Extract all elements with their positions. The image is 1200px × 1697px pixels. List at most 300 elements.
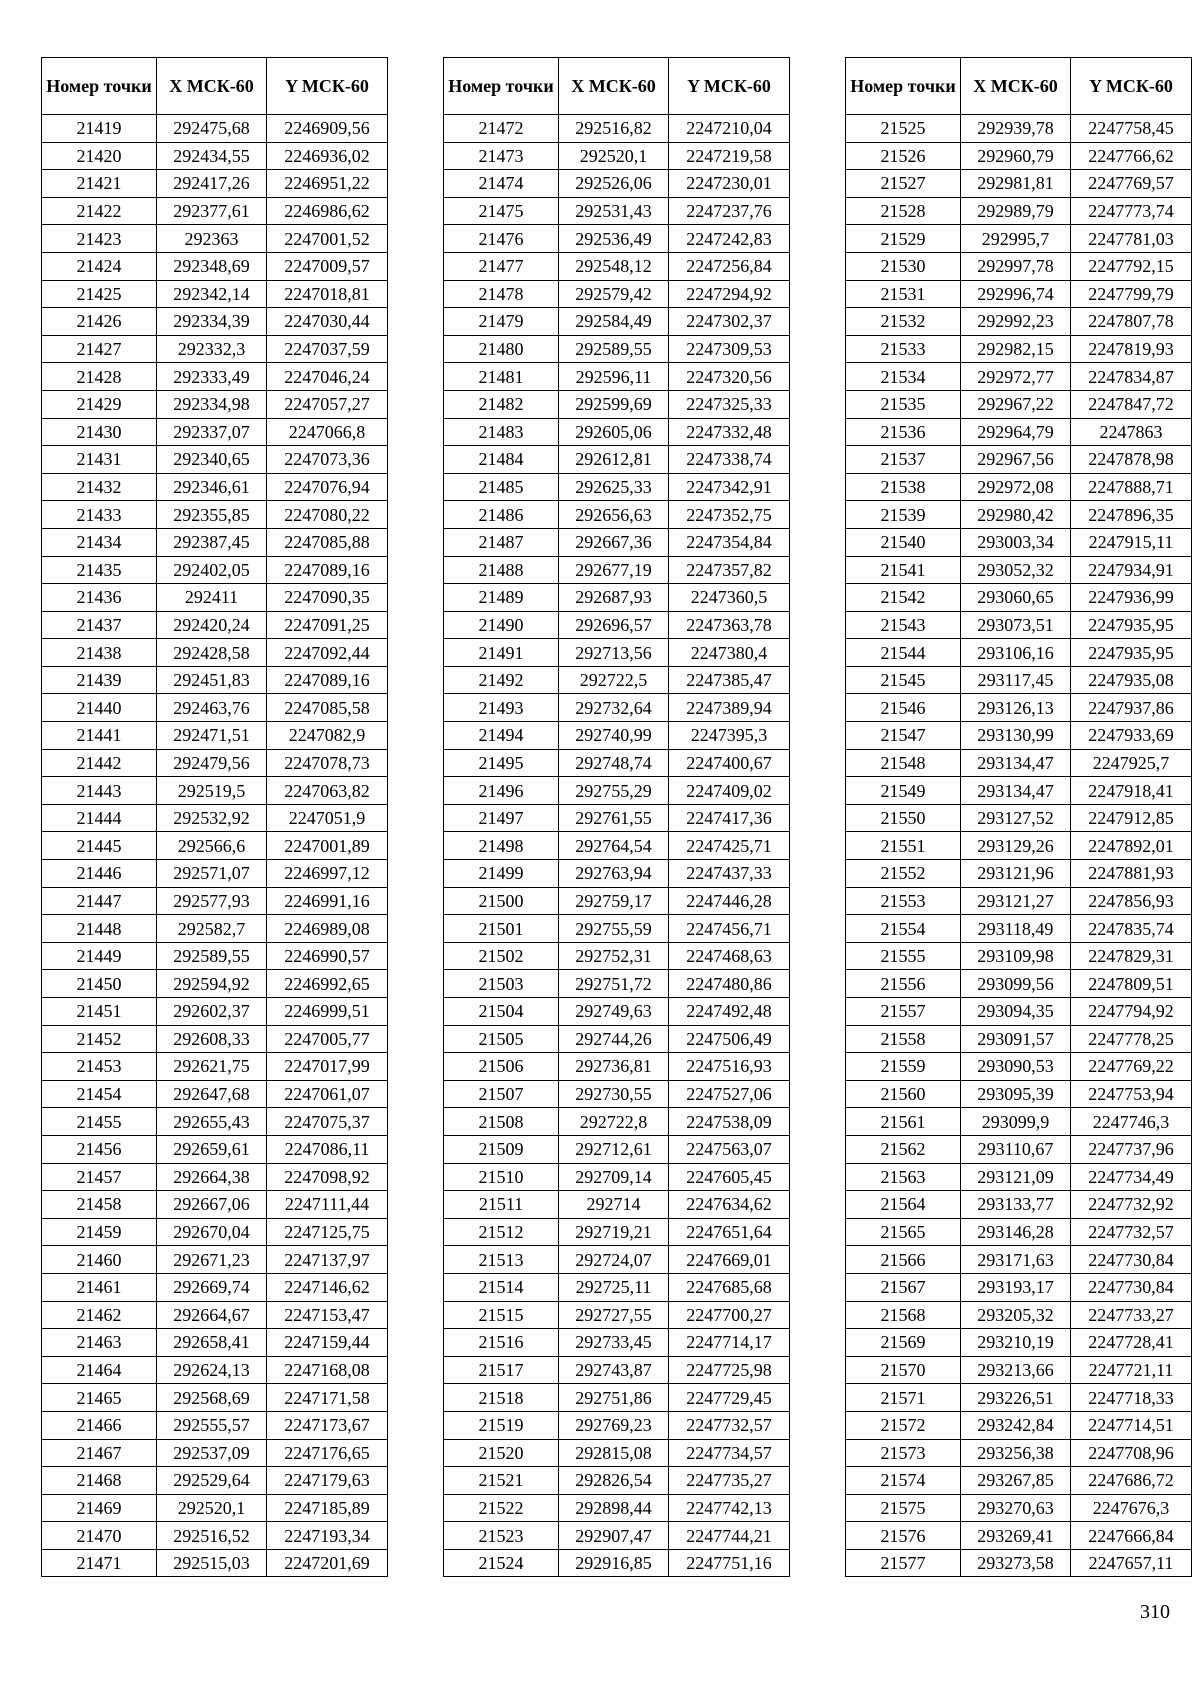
y-coordinate-cell: 2247001,52 <box>267 225 388 253</box>
y-coordinate-cell: 2247210,04 <box>669 115 790 143</box>
y-coordinate-cell: 2247219,58 <box>669 142 790 170</box>
point-number-cell: 21459 <box>42 1218 157 1246</box>
x-coordinate-cell: 292434,55 <box>157 142 267 170</box>
x-coordinate-cell: 292972,08 <box>961 473 1071 501</box>
point-number-cell: 21420 <box>42 142 157 170</box>
x-coordinate-cell: 293193,17 <box>961 1273 1071 1301</box>
point-number-cell: 21553 <box>846 887 961 915</box>
x-coordinate-cell: 292624,13 <box>157 1356 267 1384</box>
x-coordinate-cell: 292520,1 <box>559 142 669 170</box>
x-coordinate-cell: 292755,59 <box>559 915 669 943</box>
x-coordinate-cell: 292411 <box>157 584 267 612</box>
table-row <box>846 142 1192 170</box>
x-coordinate-cell: 292981,81 <box>961 170 1071 198</box>
table-row <box>846 887 1192 915</box>
y-coordinate-cell: 2247925,7 <box>1071 749 1192 777</box>
point-number-cell: 21435 <box>42 556 157 584</box>
y-coordinate-cell: 2247778,25 <box>1071 1025 1192 1053</box>
point-number-cell: 21522 <box>444 1494 559 1522</box>
point-number-cell: 21567 <box>846 1273 961 1301</box>
y-coordinate-cell: 2246986,62 <box>267 197 388 225</box>
y-coordinate-cell: 2247729,45 <box>669 1384 790 1412</box>
y-coordinate-cell: 2247651,64 <box>669 1218 790 1246</box>
point-number-cell: 21551 <box>846 832 961 860</box>
table-row <box>444 501 790 529</box>
x-coordinate-cell: 293134,47 <box>961 777 1071 805</box>
header-point-number: Номер точки <box>444 58 559 115</box>
y-coordinate-cell: 2247634,62 <box>669 1191 790 1219</box>
x-coordinate-cell: 292605,06 <box>559 418 669 446</box>
point-number-cell: 21572 <box>846 1411 961 1439</box>
header-x: X МСК-60 <box>157 58 267 115</box>
table-row <box>846 694 1192 722</box>
point-number-cell: 21513 <box>444 1246 559 1274</box>
point-number-cell: 21454 <box>42 1080 157 1108</box>
x-coordinate-cell: 292992,23 <box>961 308 1071 336</box>
x-coordinate-cell: 292526,06 <box>559 170 669 198</box>
y-coordinate-cell: 2247728,41 <box>1071 1329 1192 1357</box>
x-coordinate-cell: 292363 <box>157 225 267 253</box>
point-number-cell: 21496 <box>444 777 559 805</box>
table-row <box>444 308 790 336</box>
point-number-cell: 21462 <box>42 1301 157 1329</box>
y-coordinate-cell: 2247332,48 <box>669 418 790 446</box>
x-coordinate-cell: 292826,54 <box>559 1467 669 1495</box>
table-row <box>444 446 790 474</box>
y-coordinate-cell: 2246909,56 <box>267 115 388 143</box>
x-coordinate-cell: 292751,72 <box>559 970 669 998</box>
table-row <box>846 942 1192 970</box>
x-coordinate-cell: 293127,52 <box>961 804 1071 832</box>
point-number-cell: 21499 <box>444 860 559 888</box>
x-coordinate-cell: 292764,54 <box>559 832 669 860</box>
y-coordinate-cell: 2247792,15 <box>1071 252 1192 280</box>
table-row <box>444 1025 790 1053</box>
table-row <box>42 1467 388 1495</box>
x-coordinate-cell: 292428,58 <box>157 639 267 667</box>
coordinates-table-2 <box>443 57 790 1577</box>
x-coordinate-cell: 292332,3 <box>157 335 267 363</box>
x-coordinate-cell: 293099,9 <box>961 1108 1071 1136</box>
point-number-cell: 21566 <box>846 1246 961 1274</box>
point-number-cell: 21536 <box>846 418 961 446</box>
x-coordinate-cell: 292722,8 <box>559 1108 669 1136</box>
point-number-cell: 21448 <box>42 915 157 943</box>
coordinates-table-1 <box>41 57 388 1577</box>
table-row <box>846 335 1192 363</box>
point-number-cell: 21511 <box>444 1191 559 1219</box>
point-number-cell: 21476 <box>444 225 559 253</box>
point-number-cell: 21463 <box>42 1329 157 1357</box>
x-coordinate-cell: 292725,11 <box>559 1273 669 1301</box>
y-coordinate-cell: 2247721,11 <box>1071 1356 1192 1384</box>
y-coordinate-cell: 2247896,35 <box>1071 501 1192 529</box>
point-number-cell: 21525 <box>846 115 961 143</box>
table-row <box>846 860 1192 888</box>
x-coordinate-cell: 292608,33 <box>157 1025 267 1053</box>
x-coordinate-cell: 292647,68 <box>157 1080 267 1108</box>
table-row <box>444 1246 790 1274</box>
point-number-cell: 21514 <box>444 1273 559 1301</box>
point-number-cell: 21530 <box>846 252 961 280</box>
table-row <box>42 749 388 777</box>
table-row <box>846 722 1192 750</box>
x-coordinate-cell: 292719,21 <box>559 1218 669 1246</box>
table-row <box>42 1218 388 1246</box>
table-row <box>42 860 388 888</box>
point-number-cell: 21508 <box>444 1108 559 1136</box>
point-number-cell: 21438 <box>42 639 157 667</box>
y-coordinate-cell: 2247193,34 <box>267 1522 388 1550</box>
y-coordinate-cell: 2247686,72 <box>1071 1467 1192 1495</box>
y-coordinate-cell: 2247446,28 <box>669 887 790 915</box>
y-coordinate-cell: 2247732,57 <box>669 1411 790 1439</box>
table-row <box>444 666 790 694</box>
point-number-cell: 21466 <box>42 1411 157 1439</box>
coordinates-table-3 <box>845 57 1192 1577</box>
table-row <box>42 1522 388 1550</box>
x-coordinate-cell: 292667,36 <box>559 528 669 556</box>
point-number-cell: 21492 <box>444 666 559 694</box>
y-coordinate-cell: 2247847,72 <box>1071 390 1192 418</box>
point-number-cell: 21487 <box>444 528 559 556</box>
point-number-cell: 21516 <box>444 1329 559 1357</box>
point-number-cell: 21436 <box>42 584 157 612</box>
x-coordinate-cell: 292995,7 <box>961 225 1071 253</box>
x-coordinate-cell: 292687,93 <box>559 584 669 612</box>
point-number-cell: 21575 <box>846 1494 961 1522</box>
point-number-cell: 21552 <box>846 860 961 888</box>
table-row <box>444 252 790 280</box>
y-coordinate-cell: 2247320,56 <box>669 363 790 391</box>
y-coordinate-cell: 2247018,81 <box>267 280 388 308</box>
point-number-cell: 21538 <box>846 473 961 501</box>
table-row <box>42 1494 388 1522</box>
table-row <box>846 418 1192 446</box>
x-coordinate-cell: 292967,22 <box>961 390 1071 418</box>
point-number-cell: 21543 <box>846 611 961 639</box>
point-number-cell: 21457 <box>42 1163 157 1191</box>
point-number-cell: 21474 <box>444 170 559 198</box>
point-number-cell: 21517 <box>444 1356 559 1384</box>
point-number-cell: 21479 <box>444 308 559 336</box>
x-coordinate-cell: 292342,14 <box>157 280 267 308</box>
point-number-cell: 21427 <box>42 335 157 363</box>
x-coordinate-cell: 292577,93 <box>157 887 267 915</box>
y-coordinate-cell: 2247159,44 <box>267 1329 388 1357</box>
table-row <box>444 1384 790 1412</box>
table-row <box>42 280 388 308</box>
header-x: X МСК-60 <box>559 58 669 115</box>
table-row <box>444 1522 790 1550</box>
y-coordinate-cell: 2247829,31 <box>1071 942 1192 970</box>
point-number-cell: 21541 <box>846 556 961 584</box>
x-coordinate-cell: 293073,51 <box>961 611 1071 639</box>
y-coordinate-cell: 2247685,68 <box>669 1273 790 1301</box>
point-number-cell: 21542 <box>846 584 961 612</box>
y-coordinate-cell: 2247888,71 <box>1071 473 1192 501</box>
y-coordinate-cell: 2246999,51 <box>267 998 388 1026</box>
x-coordinate-cell: 292579,42 <box>559 280 669 308</box>
table-row <box>846 1191 1192 1219</box>
x-coordinate-cell: 292566,6 <box>157 832 267 860</box>
y-coordinate-cell: 2247753,94 <box>1071 1080 1192 1108</box>
y-coordinate-cell: 2247091,25 <box>267 611 388 639</box>
table-row <box>846 1411 1192 1439</box>
table-row <box>42 115 388 143</box>
point-number-cell: 21571 <box>846 1384 961 1412</box>
point-number-cell: 21441 <box>42 722 157 750</box>
y-coordinate-cell: 2247111,44 <box>267 1191 388 1219</box>
x-coordinate-cell: 292939,78 <box>961 115 1071 143</box>
x-coordinate-cell: 292536,49 <box>559 225 669 253</box>
table-row <box>846 1467 1192 1495</box>
x-coordinate-cell: 292752,31 <box>559 942 669 970</box>
x-coordinate-cell: 292727,55 <box>559 1301 669 1329</box>
point-number-cell: 21498 <box>444 832 559 860</box>
table-row <box>444 694 790 722</box>
y-coordinate-cell: 2247714,51 <box>1071 1411 1192 1439</box>
table-row <box>444 1549 790 1577</box>
x-coordinate-cell: 292516,52 <box>157 1522 267 1550</box>
table-row <box>42 252 388 280</box>
table-row <box>42 1411 388 1439</box>
point-number-cell: 21495 <box>444 749 559 777</box>
table-row <box>42 611 388 639</box>
table-row <box>42 584 388 612</box>
table-row <box>42 390 388 418</box>
table-row <box>42 998 388 1026</box>
table-row <box>846 1135 1192 1163</box>
table-row <box>444 1163 790 1191</box>
x-coordinate-cell: 292980,42 <box>961 501 1071 529</box>
x-coordinate-cell: 292664,67 <box>157 1301 267 1329</box>
x-coordinate-cell: 293213,66 <box>961 1356 1071 1384</box>
y-coordinate-cell: 2247863 <box>1071 418 1192 446</box>
x-coordinate-cell: 292599,69 <box>559 390 669 418</box>
header-y: Y МСК-60 <box>267 58 388 115</box>
y-coordinate-cell: 2247835,74 <box>1071 915 1192 943</box>
y-coordinate-cell: 2247085,88 <box>267 528 388 556</box>
point-number-cell: 21540 <box>846 528 961 556</box>
table-row <box>846 280 1192 308</box>
x-coordinate-cell: 292516,82 <box>559 115 669 143</box>
table-row <box>42 418 388 446</box>
x-coordinate-cell: 293269,41 <box>961 1522 1071 1550</box>
x-coordinate-cell: 292669,74 <box>157 1273 267 1301</box>
y-coordinate-cell: 2247516,93 <box>669 1053 790 1081</box>
point-number-cell: 21507 <box>444 1080 559 1108</box>
y-coordinate-cell: 2247092,44 <box>267 639 388 667</box>
y-coordinate-cell: 2247538,09 <box>669 1108 790 1136</box>
y-coordinate-cell: 2247878,98 <box>1071 446 1192 474</box>
point-number-cell: 21570 <box>846 1356 961 1384</box>
table-row <box>444 170 790 198</box>
x-coordinate-cell: 293095,39 <box>961 1080 1071 1108</box>
table-row <box>444 225 790 253</box>
y-coordinate-cell: 2247063,82 <box>267 777 388 805</box>
y-coordinate-cell: 2247794,92 <box>1071 998 1192 1026</box>
table-row <box>846 777 1192 805</box>
point-number-cell: 21515 <box>444 1301 559 1329</box>
point-number-cell: 21434 <box>42 528 157 556</box>
table-row <box>846 1025 1192 1053</box>
x-coordinate-cell: 292355,85 <box>157 501 267 529</box>
point-number-cell: 21450 <box>42 970 157 998</box>
x-coordinate-cell: 292520,1 <box>157 1494 267 1522</box>
table-row <box>846 1080 1192 1108</box>
point-number-cell: 21554 <box>846 915 961 943</box>
point-number-cell: 21456 <box>42 1135 157 1163</box>
point-number-cell: 21423 <box>42 225 157 253</box>
table-row <box>444 942 790 970</box>
point-number-cell: 21477 <box>444 252 559 280</box>
point-number-cell: 21573 <box>846 1439 961 1467</box>
table-row <box>846 1384 1192 1412</box>
x-coordinate-cell: 293133,77 <box>961 1191 1071 1219</box>
point-number-cell: 21433 <box>42 501 157 529</box>
x-coordinate-cell: 292594,92 <box>157 970 267 998</box>
table-row <box>846 1549 1192 1577</box>
x-coordinate-cell: 292967,56 <box>961 446 1071 474</box>
x-coordinate-cell: 293205,32 <box>961 1301 1071 1329</box>
point-number-cell: 21569 <box>846 1329 961 1357</box>
x-coordinate-cell: 292960,79 <box>961 142 1071 170</box>
y-coordinate-cell: 2247076,94 <box>267 473 388 501</box>
point-number-cell: 21442 <box>42 749 157 777</box>
x-coordinate-cell: 293210,19 <box>961 1329 1071 1357</box>
x-coordinate-cell: 292582,7 <box>157 915 267 943</box>
point-number-cell: 21558 <box>846 1025 961 1053</box>
point-number-cell: 21545 <box>846 666 961 694</box>
table-row <box>444 611 790 639</box>
table-row <box>444 970 790 998</box>
table-row <box>444 722 790 750</box>
table-row <box>42 1356 388 1384</box>
header-point-number: Номер точки <box>846 58 961 115</box>
x-coordinate-cell: 292621,75 <box>157 1053 267 1081</box>
y-coordinate-cell: 2247742,13 <box>669 1494 790 1522</box>
table-row <box>42 225 388 253</box>
table-row <box>444 1135 790 1163</box>
table-row <box>42 197 388 225</box>
header-x: X МСК-60 <box>961 58 1071 115</box>
y-coordinate-cell: 2247057,27 <box>267 390 388 418</box>
x-coordinate-cell: 293171,63 <box>961 1246 1071 1274</box>
point-number-cell: 21490 <box>444 611 559 639</box>
point-number-cell: 21576 <box>846 1522 961 1550</box>
y-coordinate-cell: 2247935,08 <box>1071 666 1192 694</box>
table-row <box>846 1301 1192 1329</box>
table-row <box>42 446 388 474</box>
point-number-cell: 21489 <box>444 584 559 612</box>
point-number-cell: 21544 <box>846 639 961 667</box>
x-coordinate-cell: 292670,04 <box>157 1218 267 1246</box>
point-number-cell: 21534 <box>846 363 961 391</box>
table-row <box>846 832 1192 860</box>
y-coordinate-cell: 2247456,71 <box>669 915 790 943</box>
y-coordinate-cell: 2247185,89 <box>267 1494 388 1522</box>
header-row <box>42 58 388 115</box>
table-row <box>444 915 790 943</box>
y-coordinate-cell: 2247309,53 <box>669 335 790 363</box>
header-y: Y МСК-60 <box>1071 58 1192 115</box>
y-coordinate-cell: 2247714,17 <box>669 1329 790 1357</box>
x-coordinate-cell: 292519,5 <box>157 777 267 805</box>
y-coordinate-cell: 2247676,3 <box>1071 1494 1192 1522</box>
x-coordinate-cell: 293099,56 <box>961 970 1071 998</box>
point-number-cell: 21564 <box>846 1191 961 1219</box>
y-coordinate-cell: 2247733,27 <box>1071 1301 1192 1329</box>
table-row <box>846 501 1192 529</box>
x-coordinate-cell: 293256,38 <box>961 1439 1071 1467</box>
point-number-cell: 21562 <box>846 1135 961 1163</box>
x-coordinate-cell: 292625,33 <box>559 473 669 501</box>
y-coordinate-cell: 2247086,11 <box>267 1135 388 1163</box>
y-coordinate-cell: 2247256,84 <box>669 252 790 280</box>
table-row <box>444 418 790 446</box>
point-number-cell: 21491 <box>444 639 559 667</box>
y-coordinate-cell: 2247746,3 <box>1071 1108 1192 1136</box>
table-row <box>444 639 790 667</box>
y-coordinate-cell: 2246997,12 <box>267 860 388 888</box>
y-coordinate-cell: 2247758,45 <box>1071 115 1192 143</box>
x-coordinate-cell: 292761,55 <box>559 804 669 832</box>
y-coordinate-cell: 2247037,59 <box>267 335 388 363</box>
x-coordinate-cell: 293121,96 <box>961 860 1071 888</box>
table-row <box>846 197 1192 225</box>
table-row <box>444 197 790 225</box>
y-coordinate-cell: 2247080,22 <box>267 501 388 529</box>
x-coordinate-cell: 292709,14 <box>559 1163 669 1191</box>
y-coordinate-cell: 2247363,78 <box>669 611 790 639</box>
table-row <box>42 639 388 667</box>
y-coordinate-cell: 2247001,89 <box>267 832 388 860</box>
x-coordinate-cell: 293094,35 <box>961 998 1071 1026</box>
table-row <box>42 1191 388 1219</box>
table-row <box>846 749 1192 777</box>
y-coordinate-cell: 2247173,67 <box>267 1411 388 1439</box>
y-coordinate-cell: 2247089,16 <box>267 556 388 584</box>
y-coordinate-cell: 2247744,21 <box>669 1522 790 1550</box>
table-row <box>42 970 388 998</box>
y-coordinate-cell: 2247937,86 <box>1071 694 1192 722</box>
y-coordinate-cell: 2247437,33 <box>669 860 790 888</box>
x-coordinate-cell: 292479,56 <box>157 749 267 777</box>
point-number-cell: 21451 <box>42 998 157 1026</box>
table-row <box>444 363 790 391</box>
table-row <box>444 1108 790 1136</box>
x-coordinate-cell: 293121,09 <box>961 1163 1071 1191</box>
table-row <box>42 777 388 805</box>
x-coordinate-cell: 292612,81 <box>559 446 669 474</box>
table-row <box>846 1494 1192 1522</box>
x-coordinate-cell: 292471,51 <box>157 722 267 750</box>
point-number-cell: 21519 <box>444 1411 559 1439</box>
point-number-cell: 21428 <box>42 363 157 391</box>
point-number-cell: 21432 <box>42 473 157 501</box>
x-coordinate-cell: 293226,51 <box>961 1384 1071 1412</box>
x-coordinate-cell: 292982,15 <box>961 335 1071 363</box>
point-number-cell: 21447 <box>42 887 157 915</box>
x-coordinate-cell: 292748,74 <box>559 749 669 777</box>
x-coordinate-cell: 292568,69 <box>157 1384 267 1412</box>
table-row <box>846 1163 1192 1191</box>
y-coordinate-cell: 2247480,86 <box>669 970 790 998</box>
point-number-cell: 21526 <box>846 142 961 170</box>
y-coordinate-cell: 2247098,92 <box>267 1163 388 1191</box>
x-coordinate-cell: 292658,41 <box>157 1329 267 1357</box>
